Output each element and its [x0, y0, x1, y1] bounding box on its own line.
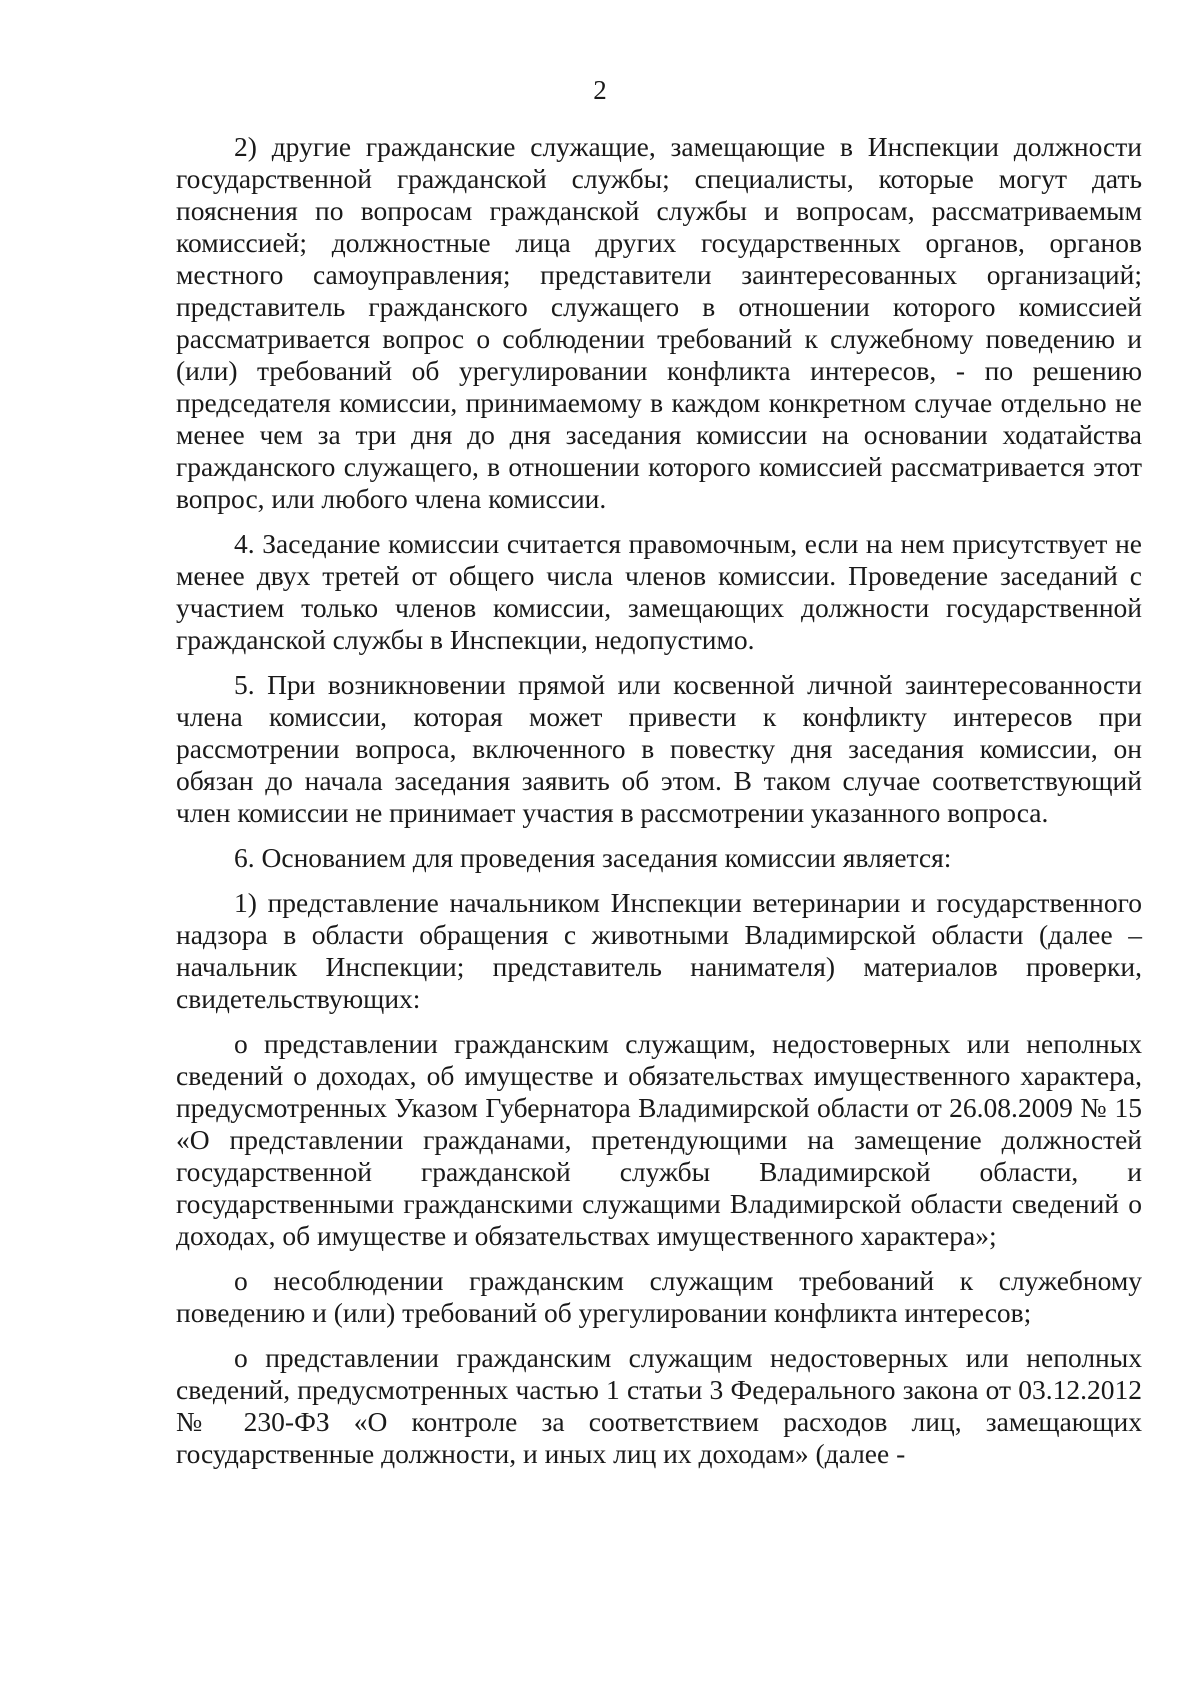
- paragraph-false-expense-info: о представлении гражданским служащим недостоверных или неполных сведений, предусмотренных частью 1 статьи 3 Федерального закона от 03.12.2012 № 230-ФЗ «О контроле за соответствием расходов лиц, замещающих государственные должности, и иных лиц их доходам» (далее -: [176, 1342, 1142, 1469]
- paragraph-participants: 2) другие гражданские служащие, замещающие в Инспекции должности государственной гражданской службы; специалисты, которые могут дать пояснения по вопросам гражданской службы и вопросам, рассматриваемым комиссией; должностные лица других государственных органов, органов местного самоуправления; представители заинтересованных организаций; представитель гражданского служащего в отношении которого комиссией рассматривается вопрос о соблюдении требований к служебному поведению и (или) требований об урегулировании конфликта интересов, - по решению председателя комиссии, принимаемому в каждом конкретном случае отдельно не менее чем за три дня до дня заседания комиссии на основании ходатайства гражданского служащего, в отношении которого комиссией рассматривается этот вопрос, или любого члена комиссии.: [176, 131, 1142, 514]
- paragraph-5-conflict-of-interest: 5. При возникновении прямой или косвенной личной заинтересованности члена комиссии, которая может привести к конфликту интересов при рассмотрении вопроса, включенного в повестку дня заседания комиссии, он обязан до начала заседания заявить об этом. В таком случае соответствующий член комиссии не принимает участия в рассмотрении указанного вопроса.: [176, 669, 1142, 828]
- paragraph-6-grounds: 6. Основанием для проведения заседания комиссии является:: [234, 842, 952, 873]
- paragraph-false-income-info: о представлении гражданским служащим, недостоверных или неполных сведений о доходах, об имуществе и обязательствах имущественного характера, предусмотренных Указом Губернатора Владимирской области от 26.08.2009 № 15 «О представлении гражданами, претендующими на замещение должностей государственной гражданской службы Владимирской области, и государственными гражданскими служащими Владимирской области сведений о доходах, об имуществе и обязательствах имущественного характера»;: [176, 1028, 1142, 1251]
- paragraph-noncompliance: о несоблюдении гражданским служащим требований к служебному поведению и (или) требований об урегулировании конфликта интересов;: [176, 1265, 1142, 1328]
- document-body: [176, 131, 1142, 1483]
- paragraph-6-1-submission: 1) представление начальником Инспекции ветеринарии и государственного надзора в области обращения с животными Владимирской области (далее – начальник Инспекции; представитель нанимателя) материалов проверки, свидетельствующих:: [176, 887, 1142, 1014]
- paragraph-4-quorum: 4. Заседание комиссии считается правомочным, если на нем присутствует не менее двух третей от общего числа членов комиссии. Проведение заседаний с участием только членов комиссии, замещающих должности государственной гражданской службы в Инспекции, недопустимо.: [176, 528, 1142, 655]
- page-number: 2: [593, 75, 607, 105]
